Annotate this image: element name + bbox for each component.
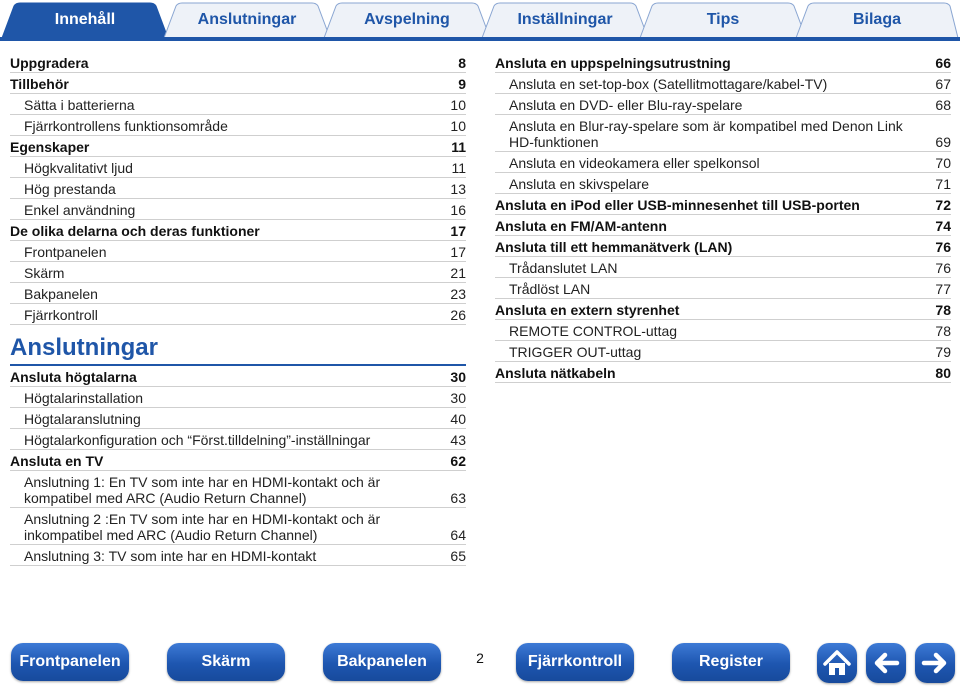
toc-chapter-entry[interactable] xyxy=(10,220,466,241)
toc-entry-page: 78 xyxy=(935,323,951,339)
toc-entry-page: 16 xyxy=(450,202,466,218)
toc-entry-page: 30 xyxy=(450,369,466,385)
toc-section-entry[interactable] xyxy=(10,429,466,450)
toc-section-entry[interactable] xyxy=(10,94,466,115)
tab-bar xyxy=(0,0,960,42)
toc-entry-title: Högtalarinstallation xyxy=(24,390,144,406)
tab-anslutningar[interactable]: Anslutningar xyxy=(197,11,297,28)
toc-chapter-entry[interactable] xyxy=(495,299,951,320)
toc-entry-page: 11 xyxy=(451,139,466,155)
toc-entry-title: Skärm xyxy=(24,265,65,281)
toc-section-entry[interactable] xyxy=(495,257,951,278)
back-button[interactable] xyxy=(866,643,906,683)
toc-entry-page: 76 xyxy=(935,260,951,276)
toc-entry-title: Hög prestanda xyxy=(24,181,116,197)
toc-entry-title: Högkvalitativt ljud xyxy=(24,160,133,176)
toc-right-column xyxy=(495,52,951,383)
tab-installningar[interactable]: Inställningar xyxy=(517,11,613,28)
tab-avspelning[interactable]: Avspelning xyxy=(364,11,450,28)
toc-chapter-entry[interactable] xyxy=(495,52,951,73)
forward-button[interactable] xyxy=(915,643,955,683)
toc-entry-page: 68 xyxy=(935,97,951,113)
toc-entry-title: Ansluta en extern styrenhet xyxy=(495,302,680,318)
nav-frontpanel-button[interactable]: Frontpanelen xyxy=(11,643,129,681)
toc-section-entry[interactable] xyxy=(495,173,951,194)
toc-entry-page: 9 xyxy=(458,76,466,92)
toc-entry-page: 40 xyxy=(450,411,466,427)
toc-chapter-entry[interactable] xyxy=(495,194,951,215)
tab-innehall[interactable]: Innehåll xyxy=(54,11,116,28)
toc-entry-title: Anslutning 2 :En TV som inte har en HDMI-kontakt och är inkompatibel med ARC (Audio Return Channel) xyxy=(24,511,381,543)
toc-section-entry[interactable] xyxy=(10,304,466,325)
toc-entry-page: 67 xyxy=(935,76,951,92)
toc-entry-title: De olika delarna och deras funktioner xyxy=(10,223,260,239)
toc-section-entry[interactable] xyxy=(10,157,466,178)
toc-entry-page: 76 xyxy=(935,239,951,255)
nav-remote-button[interactable]: Fjärrkontroll xyxy=(516,643,634,681)
toc-entry-title: Egenskaper xyxy=(10,139,90,155)
toc-entry-title: Ansluta en DVD- eller Blu-ray-spelare xyxy=(509,97,743,113)
toc-entry-page: 65 xyxy=(450,548,466,564)
toc-entry-page: 26 xyxy=(450,307,466,323)
toc-entry-page: 64 xyxy=(450,527,466,543)
toc-section-entry[interactable] xyxy=(495,152,951,173)
toc-section-entry[interactable] xyxy=(10,283,466,304)
toc-entry-page: 69 xyxy=(935,134,951,150)
toc-section-entry[interactable] xyxy=(10,115,466,136)
tab-bilaga[interactable]: Bilaga xyxy=(852,11,901,28)
nav-screen-button[interactable]: Skärm xyxy=(167,643,285,681)
toc-entry-title: Ansluta en skivspelare xyxy=(509,176,650,192)
toc-entry-page: 10 xyxy=(450,118,466,134)
toc-section-entry[interactable] xyxy=(10,545,466,566)
toc-section-entry[interactable] xyxy=(495,94,951,115)
tab-tips[interactable]: Tips xyxy=(706,11,740,28)
toc-entry-page: 78 xyxy=(935,302,951,318)
toc-list-connections xyxy=(10,366,466,566)
toc-entry-title: Ansluta nätkabeln xyxy=(495,365,616,381)
toc-entry-title: Tillbehör xyxy=(10,76,69,92)
toc-entry-title: Ansluta högtalarna xyxy=(10,369,137,385)
toc-section-entry[interactable] xyxy=(10,508,466,545)
toc-entry-title: Ansluta en iPod eller USB-minnesenhet till USB-porten xyxy=(495,197,860,213)
toc-entry-page: 23 xyxy=(450,286,466,302)
toc-entry-page: 43 xyxy=(450,432,466,448)
arrow-left-icon xyxy=(866,643,906,683)
toc-chapter-entry[interactable] xyxy=(10,366,466,387)
toc-entry-title: Ansluta en Blur-ray-spelare som är kompatibel med Denon Link HD-funktionen xyxy=(509,118,903,150)
toc-entry-page: 17 xyxy=(450,223,466,239)
toc-section-entry[interactable] xyxy=(10,471,466,508)
toc-section-entry[interactable] xyxy=(495,115,951,152)
toc-entry-title: Ansluta en FM/AM-antenn xyxy=(495,218,667,234)
toc-entry-title: Uppgradera xyxy=(10,55,89,71)
toc-left-column xyxy=(10,52,466,566)
page-number: 2 xyxy=(476,650,484,666)
toc-list-contents xyxy=(10,52,466,325)
toc-entry-title: Trådanslutet LAN xyxy=(509,260,618,276)
tab-underline xyxy=(0,37,960,41)
toc-chapter-entry[interactable] xyxy=(10,136,466,157)
toc-entry-title: Ansluta en uppspelningsutrustning xyxy=(495,55,731,71)
toc-chapter-entry[interactable] xyxy=(495,215,951,236)
toc-section-entry[interactable] xyxy=(10,178,466,199)
home-icon xyxy=(817,643,857,683)
toc-section-entry[interactable] xyxy=(10,262,466,283)
toc-section-entry[interactable] xyxy=(495,278,951,299)
toc-chapter-entry[interactable] xyxy=(10,52,466,73)
toc-section-entry[interactable] xyxy=(495,73,951,94)
toc-entry-page: 71 xyxy=(935,176,951,192)
toc-entry-title: Ansluta till ett hemmanätverk (LAN) xyxy=(495,239,733,255)
toc-entry-page: 30 xyxy=(450,390,466,406)
toc-section-entry[interactable] xyxy=(10,241,466,262)
arrow-right-icon xyxy=(915,643,955,683)
toc-entry-page: 74 xyxy=(935,218,951,234)
toc-entry-page: 11 xyxy=(451,160,466,176)
toc-entry-title: Ansluta en set-top-box (Satellitmottagare/kabel-TV) xyxy=(509,76,828,92)
toc-chapter-entry[interactable] xyxy=(495,236,951,257)
toc-entry-title: Högtalarkonfiguration och “Först.tilldelning”-inställningar xyxy=(24,432,371,448)
toc-chapter-entry[interactable] xyxy=(10,450,466,471)
toc-entry-page: 66 xyxy=(935,55,951,71)
toc-chapter-entry[interactable] xyxy=(10,73,466,94)
toc-entry-page: 62 xyxy=(450,453,466,469)
toc-entry-title: Högtalaranslutning xyxy=(24,411,141,427)
toc-entry-page: 17 xyxy=(450,244,466,260)
toc-section-entry[interactable] xyxy=(495,341,951,362)
nav-index-button[interactable]: Register xyxy=(672,643,790,681)
toc-entry-title: Ansluta en videokamera eller spelkonsol xyxy=(509,155,760,171)
section-heading-anslutningar: Anslutningar xyxy=(10,325,466,366)
toc-entry-title: Trådlöst LAN xyxy=(509,281,591,297)
toc-section-entry[interactable] xyxy=(10,408,466,429)
toc-entry-title: Anslutning 1: En TV som inte har en HDMI-kontakt och är kompatibel med ARC (Audio Return Channel) xyxy=(24,474,381,506)
toc-entry-page: 63 xyxy=(450,490,466,506)
toc-entry-page: 21 xyxy=(450,265,466,281)
toc-chapter-entry[interactable] xyxy=(495,362,951,383)
toc-entry-title: REMOTE CONTROL-uttag xyxy=(509,323,678,339)
nav-backpanel-button[interactable]: Bakpanelen xyxy=(323,643,441,681)
toc-list-connections-continued xyxy=(495,52,951,383)
toc-entry-title: Sätta i batterierna xyxy=(24,97,135,113)
toc-entry-title: Fjärrkontrollens funktionsområde xyxy=(24,118,228,134)
toc-entry-page: 70 xyxy=(935,155,951,171)
toc-entry-title: Anslutning 3: TV som inte har en HDMI-kontakt xyxy=(24,548,317,564)
toc-entry-title: Enkel användning xyxy=(24,202,136,218)
toc-entry-title: Bakpanelen xyxy=(24,286,98,302)
toc-entry-title: Fjärrkontroll xyxy=(24,307,98,323)
toc-section-entry[interactable] xyxy=(10,199,466,220)
toc-entry-title: TRIGGER OUT-uttag xyxy=(509,344,642,360)
toc-entry-page: 79 xyxy=(935,344,951,360)
toc-section-entry[interactable] xyxy=(495,320,951,341)
toc-entry-page: 13 xyxy=(450,181,466,197)
toc-entry-page: 8 xyxy=(458,55,466,71)
toc-entry-title: Frontpanelen xyxy=(24,244,107,260)
toc-entry-page: 10 xyxy=(450,97,466,113)
toc-section-entry[interactable] xyxy=(10,387,466,408)
toc-entry-title: Ansluta en TV xyxy=(10,453,104,469)
home-button[interactable] xyxy=(817,643,857,683)
toc-entry-page: 77 xyxy=(935,281,951,297)
toc-entry-page: 72 xyxy=(935,197,951,213)
toc-entry-page: 80 xyxy=(935,365,951,381)
